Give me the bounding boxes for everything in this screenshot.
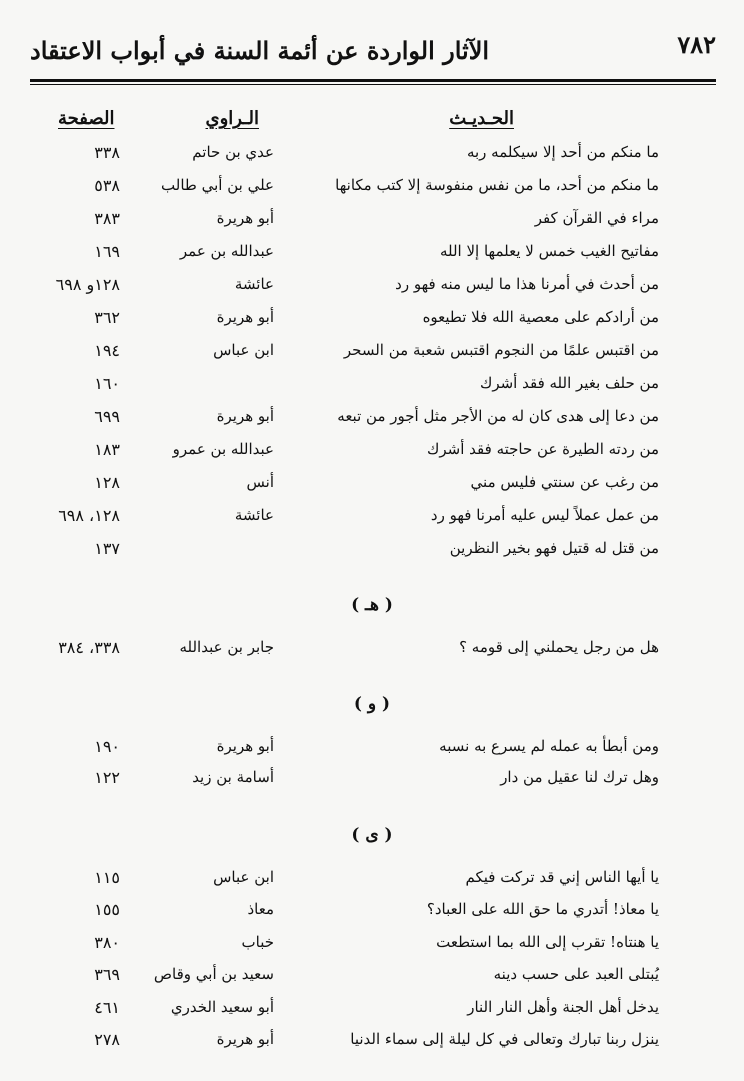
page-ref: ١٦٠ <box>94 374 120 393</box>
page-ref: ١٩٤ <box>94 341 120 360</box>
table-row <box>0 143 744 173</box>
header-rule <box>30 79 716 82</box>
narrator: أنس <box>246 473 274 491</box>
page-ref: ١٨٣ <box>94 440 120 459</box>
hadith-text: من أرادكم على معصية الله فلا تطيعوه <box>422 308 659 326</box>
hadith-text: من رغب عن سنتي فليس مني <box>470 473 659 491</box>
header-rule-thin <box>30 84 716 85</box>
hadith-text: من عمل عملاً ليس عليه أمرنا فهو رد <box>430 506 659 524</box>
hadith-text: من ردته الطيرة عن حاجته فقد أشرك <box>427 440 659 458</box>
page-ref: ٥٣٨ <box>94 176 120 195</box>
table-row <box>0 900 744 930</box>
page-ref: ٣٨٠ <box>94 933 120 952</box>
narrator: ابن عباس <box>213 341 274 359</box>
hadith-text: من حلف بغير الله فقد أشرك <box>479 374 659 392</box>
section-letter-ha: ( هـ ) <box>351 595 393 615</box>
running-title: الآثار الواردة عن أئمة السنة في أبواب الاعتقاد <box>30 36 490 65</box>
hadith-text: ومن أبطأ به عمله لم يسرع به نسبه <box>439 737 659 755</box>
narrator: عائشة <box>234 506 274 524</box>
page-ref: ١٥٥ <box>94 900 120 919</box>
narrator: عائشة <box>234 275 274 293</box>
narrator: علي بن أبي طالب <box>161 176 274 194</box>
page-ref: ١٦٩ <box>94 242 120 261</box>
narrator: أبو هريرة <box>216 1030 274 1048</box>
hadith-text: وهل ترك لنا عقيل من دار <box>500 768 659 786</box>
page-ref: ٣٦٩ <box>94 965 120 984</box>
table-row <box>0 638 744 668</box>
narrator: معاذ <box>247 900 274 918</box>
narrator: عبدالله بن عمر <box>179 242 274 260</box>
column-header-hadith: الحـديـث <box>449 108 514 129</box>
page-ref: ٣٨٣ <box>94 209 120 228</box>
narrator: أبو هريرة <box>216 407 274 425</box>
page-ref: ١٢٨و ٦٩٨ <box>55 275 120 294</box>
page-ref: ١٢٨ <box>94 473 120 492</box>
table-row <box>0 176 744 206</box>
hadith-text: من اقتبس علمًا من النجوم اقتبس شعبة من السحر <box>343 341 659 359</box>
table-row <box>0 341 744 371</box>
table-row <box>0 933 744 963</box>
hadith-text: يا هنتاه! تقرب إلى الله بما استطعت <box>436 933 659 951</box>
table-row <box>0 868 744 898</box>
page-ref: ٣٣٨، ٣٨٤ <box>58 638 120 657</box>
narrator: أبو هريرة <box>216 737 274 755</box>
hadith-text: ما منكم من أحد إلا سيكلمه ربه <box>466 143 659 161</box>
hadith-text: مراء في القرآن كفر <box>534 209 659 227</box>
column-header-page: الصفحة <box>58 108 115 129</box>
table-row <box>0 275 744 305</box>
hadith-text: يا أيها الناس إني قد تركت فيكم <box>465 868 659 886</box>
table-row <box>0 374 744 404</box>
page-ref: ٣٣٨ <box>94 143 120 162</box>
narrator: ابن عباس <box>213 868 274 886</box>
page-ref: ١٢٨، ٦٩٨ <box>58 506 120 525</box>
table-row <box>0 1030 744 1060</box>
table-row <box>0 539 744 569</box>
page-ref: ١١٥ <box>94 868 120 887</box>
page-ref: ٢٧٨ <box>94 1030 120 1049</box>
table-row <box>0 440 744 470</box>
page-ref: ٤٦١ <box>94 998 120 1017</box>
table-row <box>0 768 744 798</box>
narrator: سعيد بن أبي وقاص <box>153 965 274 983</box>
hadith-text: من دعا إلى هدى كان له من الأجر مثل أجور من تبعه <box>337 407 659 425</box>
narrator: عبدالله بن عمرو <box>172 440 274 458</box>
page-ref: ٦٩٩ <box>94 407 120 426</box>
narrator: أبو سعيد الخدري <box>170 998 274 1016</box>
page-ref: ١٢٢ <box>94 768 120 787</box>
hadith-text: يُبتلى العبد على حسب دينه <box>493 965 659 983</box>
narrator: خباب <box>241 933 274 951</box>
table-row <box>0 473 744 503</box>
table-row <box>0 242 744 272</box>
narrator: عدي بن حاتم <box>192 143 274 161</box>
hadith-text: ما منكم من أحد، ما من نفس منفوسة إلا كتب مكانها <box>335 176 659 194</box>
hadith-text: مفاتيح الغيب خمس لا يعلمها إلا الله <box>439 242 659 260</box>
column-header-rawi: الـراوي <box>205 108 259 129</box>
narrator: أسامة بن زيد <box>192 768 274 786</box>
page-ref: ٣٦٢ <box>94 308 120 327</box>
page-number: ٧٨٢ <box>677 30 716 59</box>
table-row <box>0 506 744 536</box>
table-row <box>0 308 744 338</box>
hadith-text: يا معاذ! أتدري ما حق الله على العباد؟ <box>426 900 659 918</box>
hadith-text: من أحدث في أمرنا هذا ما ليس منه فهو رد <box>395 275 659 293</box>
hadith-text: يدخل أهل الجنة وأهل النار النار <box>467 998 659 1016</box>
hadith-text: من قتل له قتيل فهو بخير النظرين <box>449 539 659 557</box>
section-letter-waw: ( و ) <box>353 694 391 714</box>
narrator: أبو هريرة <box>216 209 274 227</box>
section-letter-ya: ( ى ) <box>351 825 393 845</box>
narrator: جابر بن عبدالله <box>179 638 274 656</box>
table-row <box>0 407 744 437</box>
table-row <box>0 998 744 1028</box>
page-ref: ١٣٧ <box>94 539 120 558</box>
table-row <box>0 209 744 239</box>
hadith-text: ينزل ربنا تبارك وتعالى في كل ليلة إلى سماء الدنيا <box>350 1030 659 1048</box>
narrator: أبو هريرة <box>216 308 274 326</box>
hadith-text: هل من رجل يحملني إلى قومه ؟ <box>459 638 659 656</box>
table-row <box>0 965 744 995</box>
table-row <box>0 737 744 767</box>
page-ref: ١٩٠ <box>94 737 120 756</box>
page-header <box>30 22 716 78</box>
column-headers <box>0 108 744 136</box>
